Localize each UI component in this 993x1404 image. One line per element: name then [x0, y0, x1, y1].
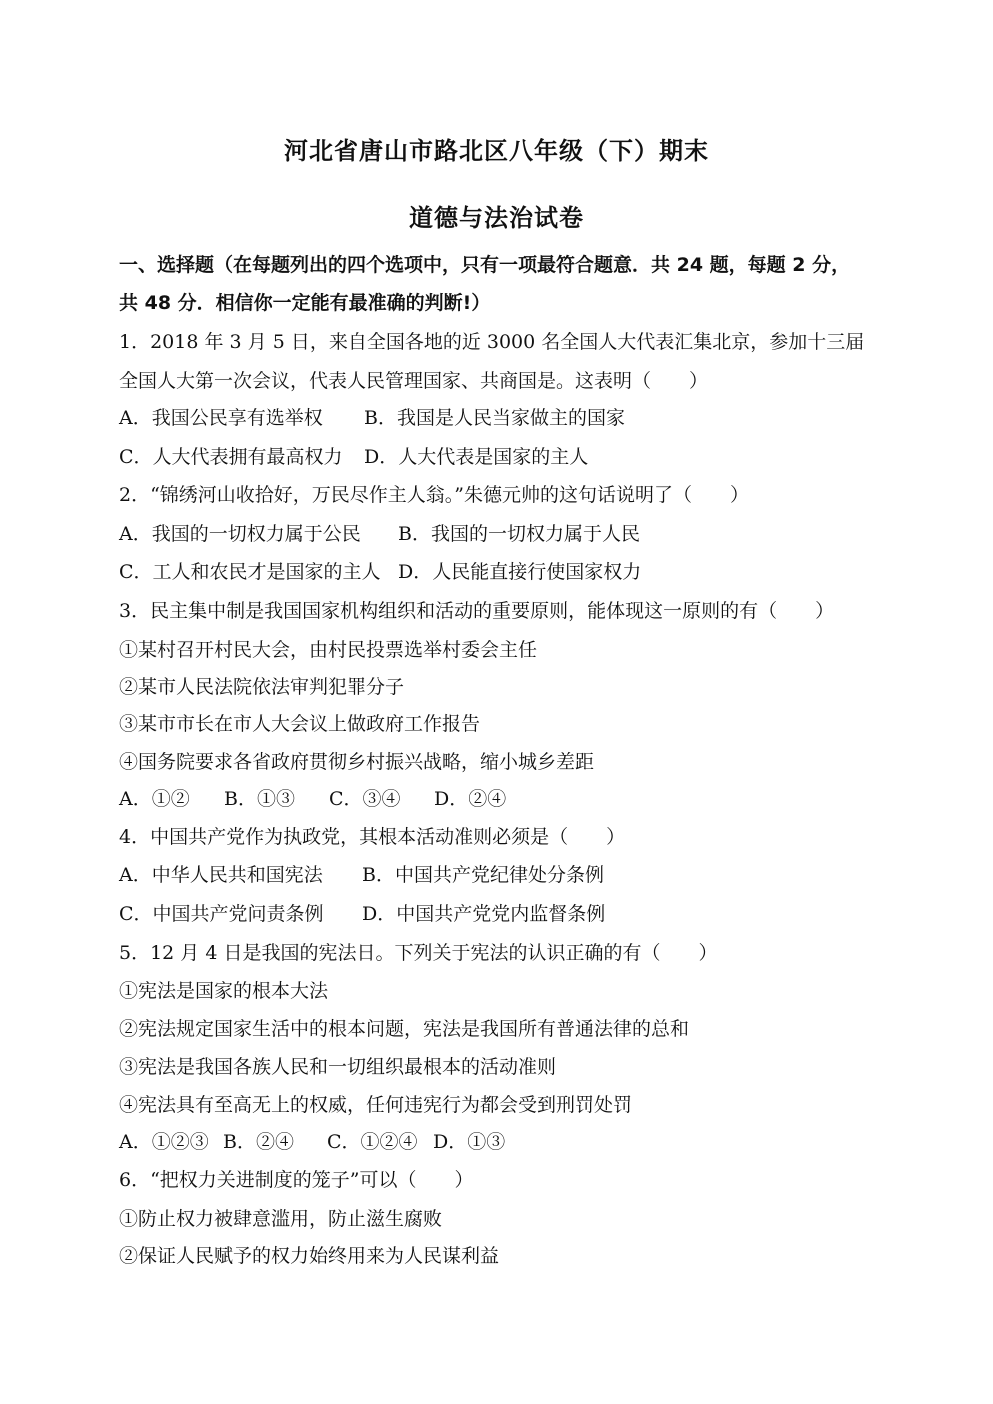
question-1-option-a: A．我国公民享有选举权: [119, 407, 323, 429]
question-1-option-c: C．人大代表拥有最高权力: [119, 446, 343, 468]
question-2-option-c: C．工人和农民才是国家的主人: [119, 561, 381, 583]
question-6-stem: 6．“把权力关进制度的笼子”可以（ ）: [119, 1169, 474, 1191]
question-1-stem-line2: 全国人大第一次会议，代表人民管理国家、共商国是。这表明（ ）: [119, 370, 709, 392]
question-5-option-d: D．①③: [433, 1131, 506, 1153]
question-5-statement-2: ②宪法规定国家生活中的根本问题，宪法是我国所有普通法律的总和: [119, 1018, 690, 1040]
question-3-statement-3: ③某市市长在市人大会议上做政府工作报告: [119, 713, 481, 735]
question-1-stem-line1: 1．2018 年 3 月 5 日，来自全国各地的近 3000 名全国人大代表汇集北京，参加十三届: [119, 331, 865, 353]
question-4-options-ab: [119, 864, 604, 886]
question-5-options: [119, 1131, 505, 1153]
question-4-option-a: A．中华人民共和国宪法: [119, 864, 323, 886]
question-3-statement-4: ④国务院要求各省政府贯彻乡村振兴战略，缩小城乡差距: [119, 751, 595, 773]
question-4-option-d: D．中国共产党党内监督条例: [362, 903, 606, 925]
question-2-option-d: D．人民能直接行使国家权力: [398, 561, 642, 583]
question-3-option-b: B．①③: [224, 788, 295, 810]
question-5-stem: 5．12 月 4 日是我国的宪法日。下列关于宪法的认识正确的有（ ）: [119, 942, 718, 964]
question-4-stem: 4．中国共产党作为执政党，其根本活动准则必须是（ ）: [119, 826, 626, 848]
question-5-statement-4: ④宪法具有至高无上的权威，任何违宪行为都会受到刑罚处罚: [119, 1094, 633, 1116]
question-1-option-b: B．我国是人民当家做主的国家: [364, 407, 625, 429]
question-2-option-a: A．我国的一切权力属于公民: [119, 523, 361, 545]
question-5-option-b: B．②④: [223, 1131, 294, 1153]
question-1-option-d: D．人大代表是国家的主人: [364, 446, 589, 468]
section-instructions-line2: 共 48 分．相信你一定能有最准确的判断!）: [119, 292, 491, 314]
question-3-option-c: C．③④: [329, 788, 401, 810]
question-1-options-cd: [119, 446, 588, 468]
section-instructions-line1: 一、选择题（在每题列出的四个选项中，只有一项最符合题意．共 24 题，每题 2 分，: [119, 254, 851, 276]
question-4-option-c: C．中国共产党问责条例: [119, 903, 324, 925]
question-3-option-a: A．①②: [119, 788, 190, 810]
question-6-statement-1: ①防止权力被肆意滥用，防止滋生腐败: [119, 1208, 443, 1230]
question-3-option-d: D．②④: [434, 788, 507, 810]
question-2-option-b: B．我国的一切权力属于人民: [398, 523, 640, 545]
question-1-options-ab: [119, 407, 625, 429]
question-5-option-a: A．①②③: [119, 1131, 209, 1153]
question-6-statement-2: ②保证人民赋予的权力始终用来为人民谋利益: [119, 1245, 500, 1267]
question-2-options-cd: [119, 561, 641, 583]
question-5-statement-1: ①宪法是国家的根本大法: [119, 980, 329, 1002]
question-3-statement-1: ①某村召开村民大会，由村民投票选举村委会主任: [119, 639, 538, 661]
question-2-stem: 2．“锦绣河山收拾好，万民尽作主人翁。”朱德元帅的这句话说明了（ ）: [119, 484, 750, 506]
question-3-stem: 3．民主集中制是我国国家机构组织和活动的重要原则，能体现这一原则的有（ ）: [119, 600, 835, 622]
question-5-statement-3: ③宪法是我国各族人民和一切组织最根本的活动准则: [119, 1056, 557, 1078]
question-5-option-c: C．①②④: [327, 1131, 418, 1153]
document-title: 河北省唐山市路北区八年级（下）期末: [284, 137, 709, 165]
question-3-statement-2: ②某市人民法院依法审判犯罪分子: [119, 676, 405, 698]
question-2-options-ab: [119, 523, 640, 545]
document-subtitle: 道德与法治试卷: [409, 204, 584, 232]
question-4-options-cd: [119, 903, 605, 925]
question-3-options: [119, 788, 506, 810]
question-4-option-b: B．中国共产党纪律处分条例: [362, 864, 604, 886]
